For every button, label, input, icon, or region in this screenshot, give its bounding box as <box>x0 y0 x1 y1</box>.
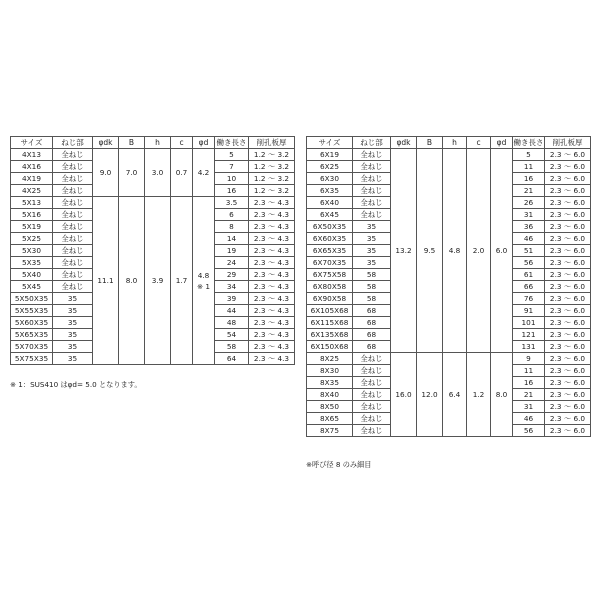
size-cell: 5X65X35 <box>11 329 53 341</box>
thread-cell: 全ねじ <box>353 365 391 377</box>
size-cell: 5X70X35 <box>11 341 53 353</box>
drill-thickness-cell: 2.3 ～ 4.3 <box>249 281 295 293</box>
h-cell: 6.4 <box>443 353 467 437</box>
drill-thickness-cell: 1.2 ～ 3.2 <box>249 173 295 185</box>
dk-cell: 13.2 <box>391 149 417 353</box>
column-header: 削孔板厚 <box>545 137 591 149</box>
drill-thickness-cell: 2.3 ～ 6.0 <box>545 149 591 161</box>
drill-thickness-cell: 2.3 ～ 6.0 <box>545 365 591 377</box>
column-header: サイズ <box>307 137 353 149</box>
size-cell: 5X60X35 <box>11 317 53 329</box>
working-length-cell: 58 <box>215 341 249 353</box>
thread-cell: 全ねじ <box>353 185 391 197</box>
size-cell: 5X45 <box>11 281 53 293</box>
thread-cell: 68 <box>353 305 391 317</box>
drill-thickness-cell: 2.3 ～ 6.0 <box>545 293 591 305</box>
drill-thickness-cell: 2.3 ～ 4.3 <box>249 317 295 329</box>
working-length-cell: 16 <box>513 377 545 389</box>
size-cell: 8X25 <box>307 353 353 365</box>
column-header: h <box>443 137 467 149</box>
drill-thickness-cell: 1.2 ～ 3.2 <box>249 185 295 197</box>
working-length-cell: 36 <box>513 221 545 233</box>
size-cell: 4X13 <box>11 149 53 161</box>
column-header: φdk <box>93 137 119 149</box>
drill-thickness-cell: 2.3 ～ 6.0 <box>545 233 591 245</box>
column-header: B <box>417 137 443 149</box>
dk-cell: 16.0 <box>391 353 417 437</box>
thread-cell: 全ねじ <box>53 173 93 185</box>
d-value: 4.2 <box>197 168 210 177</box>
drill-thickness-cell: 1.2 ～ 3.2 <box>249 161 295 173</box>
thread-cell: 58 <box>353 293 391 305</box>
table-row <box>307 149 591 161</box>
thread-cell: 全ねじ <box>353 161 391 173</box>
size-cell: 4X19 <box>11 173 53 185</box>
size-cell: 5X40 <box>11 269 53 281</box>
working-length-cell: 54 <box>215 329 249 341</box>
column-header: φd <box>193 137 215 149</box>
drill-thickness-cell: 2.3 ～ 4.3 <box>249 245 295 257</box>
d-value: 8.0 <box>495 390 508 399</box>
thread-cell: 全ねじ <box>53 149 93 161</box>
thread-cell: 全ねじ <box>53 161 93 173</box>
d-value: 4.8 <box>197 270 210 280</box>
working-length-cell: 11 <box>513 365 545 377</box>
thread-cell: 全ねじ <box>53 269 93 281</box>
working-length-cell: 11 <box>513 161 545 173</box>
thread-cell: 全ねじ <box>353 209 391 221</box>
drill-thickness-cell: 2.3 ～ 6.0 <box>545 281 591 293</box>
size-cell: 6X60X35 <box>307 233 353 245</box>
thread-cell: 全ねじ <box>53 197 93 209</box>
size-cell: 6X30 <box>307 173 353 185</box>
working-length-cell: 29 <box>215 269 249 281</box>
d-value: 6.0 <box>495 246 508 255</box>
thread-cell: 35 <box>53 293 93 305</box>
thread-cell: 35 <box>53 317 93 329</box>
drill-thickness-cell: 2.3 ～ 6.0 <box>545 389 591 401</box>
thread-cell: 35 <box>53 305 93 317</box>
thread-cell: 35 <box>353 221 391 233</box>
b-cell: 7.0 <box>119 149 145 197</box>
size-cell: 6X70X35 <box>307 257 353 269</box>
working-length-cell: 10 <box>215 173 249 185</box>
column-header: c <box>467 137 491 149</box>
d-cell <box>491 353 513 437</box>
working-length-cell: 21 <box>513 389 545 401</box>
d-cell <box>193 197 215 365</box>
working-length-cell: 46 <box>513 413 545 425</box>
thread-cell: 全ねじ <box>353 197 391 209</box>
drill-thickness-cell: 2.3 ～ 4.3 <box>249 221 295 233</box>
h-cell: 3.0 <box>145 149 171 197</box>
working-length-cell: 24 <box>215 257 249 269</box>
thread-cell: 35 <box>353 233 391 245</box>
drill-thickness-cell: 2.3 ～ 4.3 <box>249 257 295 269</box>
size-cell: 6X25 <box>307 161 353 173</box>
size-cell: 5X13 <box>11 197 53 209</box>
c-cell: 0.7 <box>171 149 193 197</box>
size-cell: 5X35 <box>11 257 53 269</box>
working-length-cell: 7 <box>215 161 249 173</box>
drill-thickness-cell: 2.3 ～ 6.0 <box>545 353 591 365</box>
drill-thickness-cell: 2.3 ～ 6.0 <box>545 305 591 317</box>
h-cell: 4.8 <box>443 149 467 353</box>
column-header: φd <box>491 137 513 149</box>
column-header: h <box>145 137 171 149</box>
drill-thickness-cell: 2.3 ～ 6.0 <box>545 185 591 197</box>
size-cell: 8X75 <box>307 425 353 437</box>
working-length-cell: 51 <box>513 245 545 257</box>
thread-cell: 58 <box>353 281 391 293</box>
thread-cell: 58 <box>353 269 391 281</box>
size-cell: 5X55X35 <box>11 305 53 317</box>
working-length-cell: 21 <box>513 185 545 197</box>
working-length-cell: 26 <box>513 197 545 209</box>
drill-thickness-cell: 2.3 ～ 4.3 <box>249 197 295 209</box>
working-length-cell: 5 <box>215 149 249 161</box>
drill-thickness-cell: 2.3 ～ 4.3 <box>249 341 295 353</box>
working-length-cell: 44 <box>215 305 249 317</box>
size-cell: 4X25 <box>11 185 53 197</box>
drill-thickness-cell: 2.3 ～ 4.3 <box>249 233 295 245</box>
column-header: サイズ <box>11 137 53 149</box>
size-cell: 6X50X35 <box>307 221 353 233</box>
drill-thickness-cell: 2.3 ～ 6.0 <box>545 317 591 329</box>
drill-thickness-cell: 2.3 ～ 6.0 <box>545 245 591 257</box>
size-cell: 6X80X58 <box>307 281 353 293</box>
drill-thickness-cell: 2.3 ～ 4.3 <box>249 353 295 365</box>
size-cell: 5X25 <box>11 233 53 245</box>
size-cell: 5X75X35 <box>11 353 53 365</box>
drill-thickness-cell: 2.3 ～ 6.0 <box>545 209 591 221</box>
working-length-cell: 131 <box>513 341 545 353</box>
size-cell: 5X30 <box>11 245 53 257</box>
table-row <box>307 353 591 365</box>
drill-thickness-cell: 2.3 ～ 6.0 <box>545 401 591 413</box>
d-cell <box>193 149 215 197</box>
drill-thickness-cell: 2.3 ～ 6.0 <box>545 413 591 425</box>
thread-cell: 全ねじ <box>53 185 93 197</box>
size-cell: 6X75X58 <box>307 269 353 281</box>
working-length-cell: 101 <box>513 317 545 329</box>
thread-cell: 全ねじ <box>53 281 93 293</box>
working-length-cell: 64 <box>215 353 249 365</box>
working-length-cell: 66 <box>513 281 545 293</box>
thread-cell: 全ねじ <box>353 401 391 413</box>
left-footnote: ※ 1：SUS410 はφd= 5.0 となります。 <box>10 380 142 389</box>
b-cell: 12.0 <box>417 353 443 437</box>
working-length-cell: 19 <box>215 245 249 257</box>
column-header: ねじ部 <box>53 137 93 149</box>
drill-thickness-cell: 2.3 ～ 4.3 <box>249 305 295 317</box>
size-cell: 8X35 <box>307 377 353 389</box>
c-cell: 1.7 <box>171 197 193 365</box>
working-length-cell: 61 <box>513 269 545 281</box>
size-cell: 8X30 <box>307 365 353 377</box>
working-length-cell: 39 <box>215 293 249 305</box>
thread-cell: 全ねじ <box>353 377 391 389</box>
working-length-cell: 121 <box>513 329 545 341</box>
table-row <box>11 149 295 161</box>
working-length-cell: 31 <box>513 209 545 221</box>
thread-cell: 68 <box>353 329 391 341</box>
thread-cell: 全ねじ <box>53 221 93 233</box>
working-length-cell: 48 <box>215 317 249 329</box>
working-length-cell: 56 <box>513 257 545 269</box>
column-header: φdk <box>391 137 417 149</box>
drill-thickness-cell: 2.3 ～ 6.0 <box>545 173 591 185</box>
working-length-cell: 34 <box>215 281 249 293</box>
dk-cell: 11.1 <box>93 197 119 365</box>
size-cell: 6X90X58 <box>307 293 353 305</box>
left-spec-table <box>10 136 295 365</box>
drill-thickness-cell: 2.3 ～ 4.3 <box>249 269 295 281</box>
drill-thickness-cell: 2.3 ～ 4.3 <box>249 329 295 341</box>
column-header: ねじ部 <box>353 137 391 149</box>
thread-cell: 35 <box>353 257 391 269</box>
table-row <box>11 197 295 209</box>
working-length-cell: 16 <box>513 173 545 185</box>
size-cell: 6X19 <box>307 149 353 161</box>
drill-thickness-cell: 2.3 ～ 6.0 <box>545 257 591 269</box>
size-cell: 6X150X68 <box>307 341 353 353</box>
header-row <box>11 137 295 149</box>
thread-cell: 35 <box>53 329 93 341</box>
column-header: 働き長さ <box>513 138 544 147</box>
size-cell: 6X135X68 <box>307 329 353 341</box>
thread-cell: 全ねじ <box>353 425 391 437</box>
d-note: ※ 1 <box>196 281 211 291</box>
d-cell <box>491 149 513 353</box>
working-length-cell: 8 <box>215 221 249 233</box>
size-cell: 5X50X35 <box>11 293 53 305</box>
thread-cell: 全ねじ <box>53 257 93 269</box>
drill-thickness-cell: 2.3 ～ 6.0 <box>545 161 591 173</box>
thread-cell: 全ねじ <box>53 233 93 245</box>
working-length-cell: 5 <box>513 149 545 161</box>
thread-cell: 全ねじ <box>353 173 391 185</box>
thread-cell: 全ねじ <box>353 353 391 365</box>
working-length-cell: 91 <box>513 305 545 317</box>
working-length-cell: 31 <box>513 401 545 413</box>
size-cell: 6X115X68 <box>307 317 353 329</box>
size-cell: 4X16 <box>11 161 53 173</box>
drill-thickness-cell: 2.3 ～ 6.0 <box>545 377 591 389</box>
right-footnote: ※呼び径 8 のみ細目 <box>306 460 372 469</box>
size-cell: 8X65 <box>307 413 353 425</box>
drill-thickness-cell: 2.3 ～ 6.0 <box>545 269 591 281</box>
drill-thickness-cell: 2.3 ～ 6.0 <box>545 329 591 341</box>
drill-thickness-cell: 2.3 ～ 4.3 <box>249 293 295 305</box>
size-cell: 6X45 <box>307 209 353 221</box>
working-length-cell: 9 <box>513 353 545 365</box>
column-header: 働き長さ <box>216 138 247 147</box>
h-cell: 3.9 <box>145 197 171 365</box>
header-row <box>307 137 591 149</box>
drill-thickness-cell: 2.3 ～ 4.3 <box>249 209 295 221</box>
drill-thickness-cell: 2.3 ～ 6.0 <box>545 197 591 209</box>
drill-thickness-cell: 2.3 ～ 6.0 <box>545 221 591 233</box>
right-spec-table <box>306 136 591 437</box>
working-length-cell: 56 <box>513 425 545 437</box>
drill-thickness-cell: 1.2 ～ 3.2 <box>249 149 295 161</box>
working-length-cell: 76 <box>513 293 545 305</box>
thread-cell: 68 <box>353 341 391 353</box>
column-header: c <box>171 137 193 149</box>
working-length-cell: 6 <box>215 209 249 221</box>
size-cell: 8X50 <box>307 401 353 413</box>
c-cell: 1.2 <box>467 353 491 437</box>
size-cell: 6X35 <box>307 185 353 197</box>
size-cell: 6X40 <box>307 197 353 209</box>
thread-cell: 35 <box>53 353 93 365</box>
size-cell: 5X19 <box>11 221 53 233</box>
size-cell: 6X65X35 <box>307 245 353 257</box>
thread-cell: 35 <box>353 245 391 257</box>
thread-cell: 35 <box>53 341 93 353</box>
drill-thickness-cell: 2.3 ～ 6.0 <box>545 425 591 437</box>
size-cell: 5X16 <box>11 209 53 221</box>
working-length-cell: 14 <box>215 233 249 245</box>
b-cell: 9.5 <box>417 149 443 353</box>
c-cell: 2.0 <box>467 149 491 353</box>
size-cell: 8X40 <box>307 389 353 401</box>
column-header: 削孔板厚 <box>249 137 295 149</box>
working-length-cell: 16 <box>215 185 249 197</box>
thread-cell: 全ねじ <box>53 209 93 221</box>
drill-thickness-cell: 2.3 ～ 6.0 <box>545 341 591 353</box>
dk-cell: 9.0 <box>93 149 119 197</box>
working-length-cell: 3.5 <box>215 197 249 209</box>
thread-cell: 全ねじ <box>353 389 391 401</box>
b-cell: 8.0 <box>119 197 145 365</box>
size-cell: 6X105X68 <box>307 305 353 317</box>
thread-cell: 全ねじ <box>53 245 93 257</box>
thread-cell: 全ねじ <box>353 413 391 425</box>
thread-cell: 68 <box>353 317 391 329</box>
thread-cell: 全ねじ <box>353 149 391 161</box>
working-length-cell: 46 <box>513 233 545 245</box>
column-header: B <box>119 137 145 149</box>
